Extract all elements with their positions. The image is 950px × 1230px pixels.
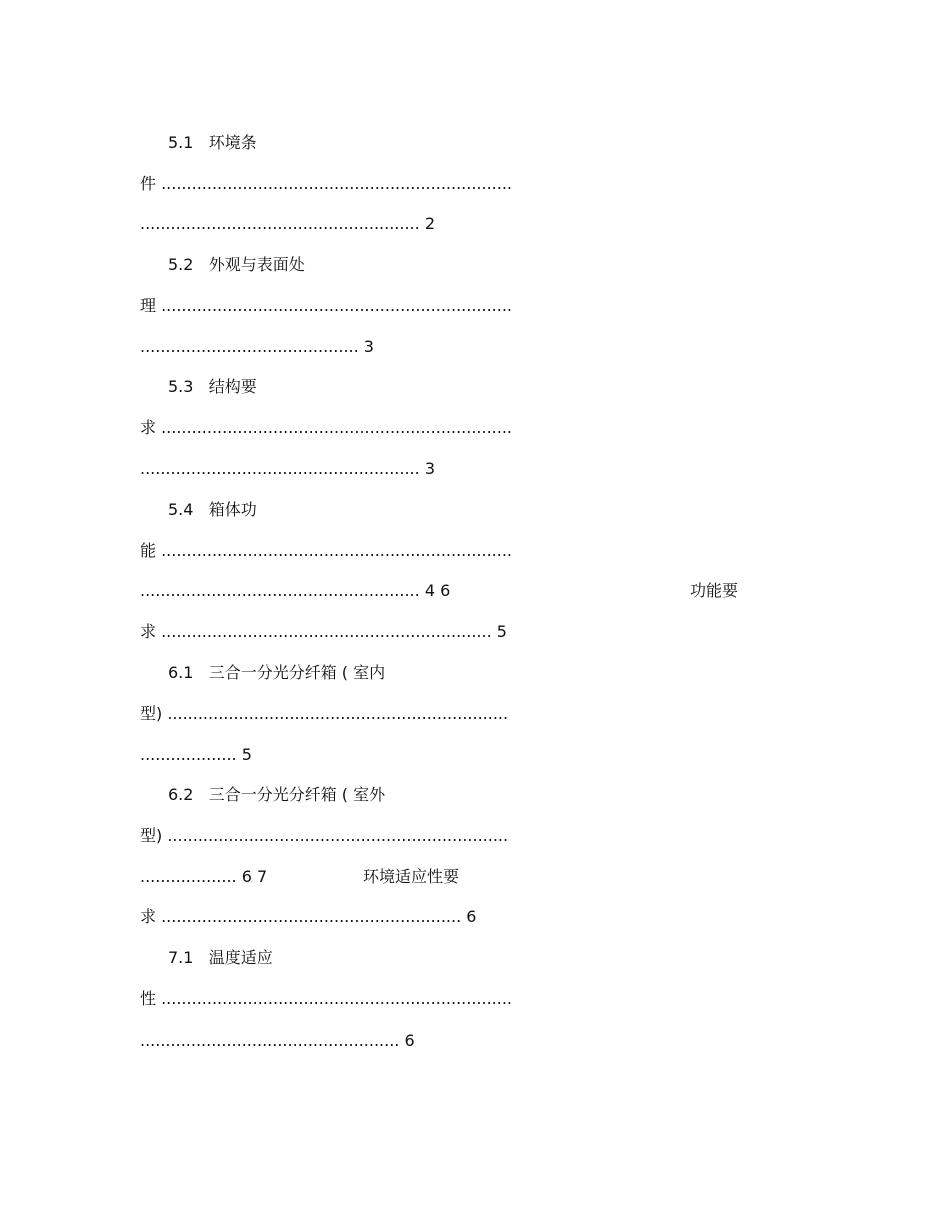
toc-entry-5-3-leader: 求 ..................................................................... <box>140 418 513 437</box>
toc-entry-5-3-title: 5.3 结构要 <box>168 377 257 396</box>
toc-entry-6-2-page: ................... 6 7 <box>140 867 268 886</box>
toc-entry-5-2-title: 5.2 外观与表面处 <box>168 255 305 274</box>
toc-entry-5-4-title: 5.4 箱体功 <box>168 500 257 519</box>
toc-entry-7-1-leader: 性 ..................................................................... <box>140 989 513 1008</box>
toc-entry-6-1-title: 6.1 三合一分光分纤箱 ( 室内 <box>168 663 386 682</box>
toc-entry-5-2-page: ........................................... 3 <box>140 337 374 356</box>
toc-entry-6-2-title: 6.2 三合一分光分纤箱 ( 室外 <box>168 785 386 804</box>
toc-entry-7-1-page: ................................................... 6 <box>140 1031 415 1050</box>
toc-entry-5-1-leader: 件 ..................................................................... <box>140 174 513 193</box>
toc-entry-6-1-page: ................... 5 <box>140 745 252 764</box>
toc-entry-7-page: 求 ........................................................... 6 <box>140 907 477 926</box>
toc-entry-5-2-leader: 理 ..................................................................... <box>140 296 513 315</box>
toc-entry-5-1-title: 5.1 环境条 <box>168 133 257 152</box>
toc-entry-6-page: 求 ................................................................. 5 <box>140 622 507 641</box>
toc-entry-5-4-leader: 能 ..................................................................... <box>140 541 513 560</box>
toc-entry-6-2-leader: 型) ................................................................... <box>140 826 509 845</box>
toc-entry-7-title: 环境适应性要 <box>363 867 460 886</box>
toc-entry-7-1-title: 7.1 温度适应 <box>168 948 273 967</box>
toc-entry-6-1-leader: 型) ................................................................... <box>140 704 509 723</box>
toc-entry-6-title: 功能要 <box>690 581 739 600</box>
toc-entry-5-1-page: ....................................................... 2 <box>140 214 435 233</box>
toc-entry-5-4-page: ....................................................... 4 6 <box>140 581 451 600</box>
toc-entry-5-3-page: ....................................................... 3 <box>140 459 435 478</box>
